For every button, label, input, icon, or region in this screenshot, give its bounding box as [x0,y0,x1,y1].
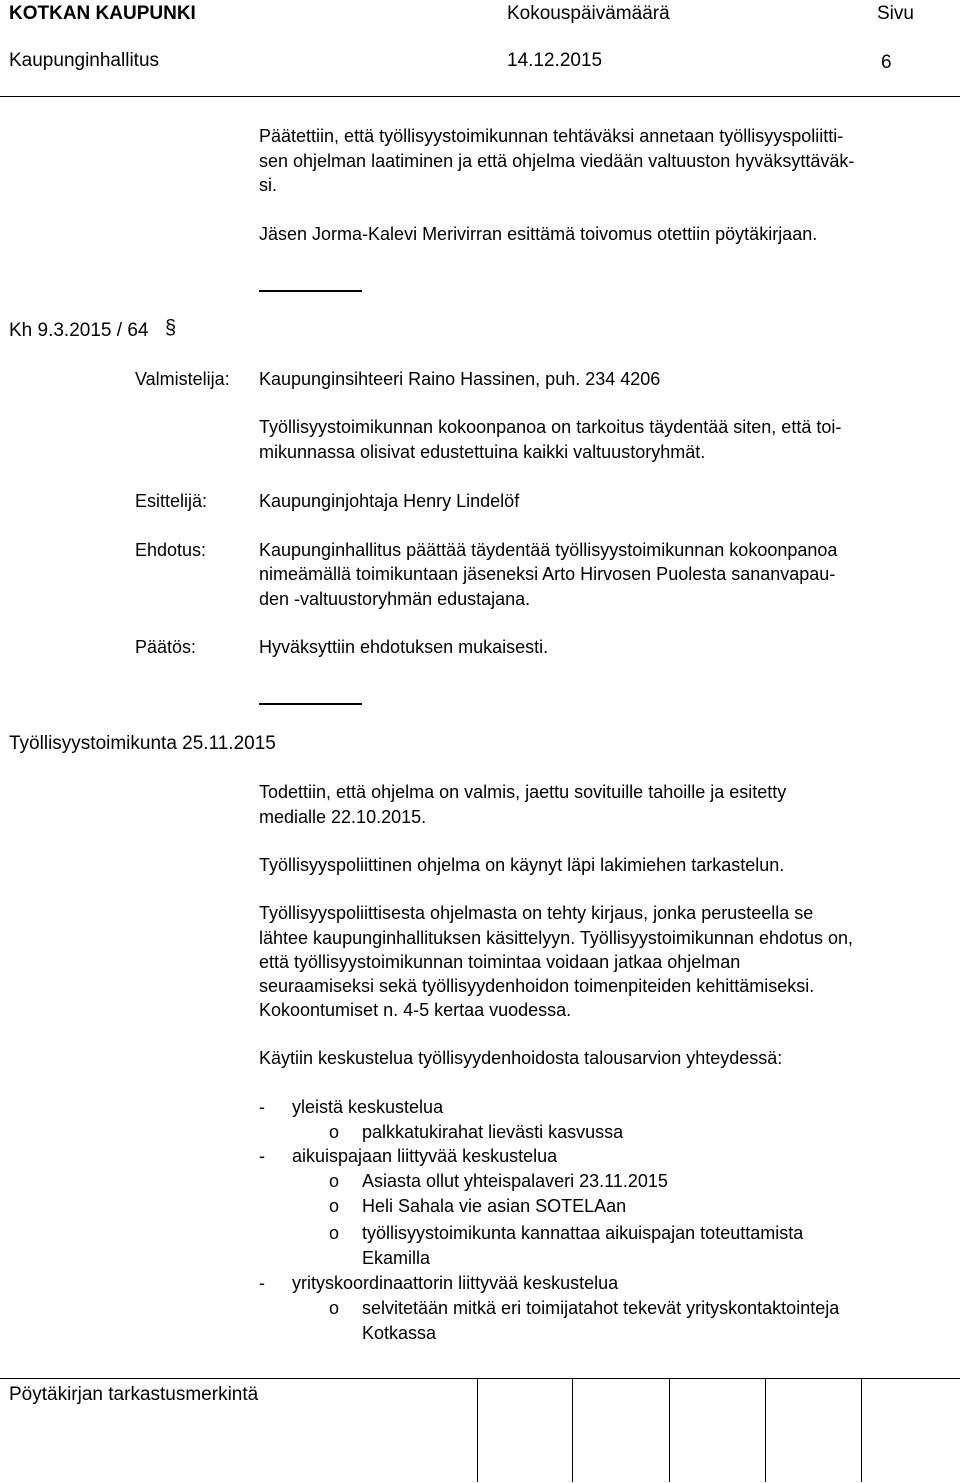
ty-para1-line: Todettiin, että ohjelma on valmis, jaettu sovituille tahoille ja esitetty [259,782,787,802]
kh-heading: Kh 9.3.2015 / 64 [9,320,149,341]
section-mark-icon: § [165,317,177,339]
sublist-item-continuation: Kotkassa [362,1323,437,1343]
sublist-item: Heli Sahala vie asian SOTELAan [362,1196,627,1216]
organization-name: KOTKAN KAUPUNKI [9,3,196,24]
footer-cell-divider [765,1378,766,1482]
ty-para3-line: lähtee kaupunginhallituksen käsittelyyn. Työllisyystoimikunnan ehdotus on, [259,928,854,948]
decision-value: Hyväksyttiin ehdotuksen mukaisesti. [259,637,549,657]
sublist-bullet: o [329,1298,340,1318]
list-item: yrityskoordinaattorin liittyvää keskustelua [292,1273,619,1293]
section-separator [259,290,362,292]
meeting-date-label: Kokouspäivämäärä [507,3,670,24]
kh-body-line: Työllisyystoimikunnan kokoonpanoa on tarkoitus täydentää siten, että toi- [259,417,842,437]
header-divider [0,96,960,97]
ty-para3-line: seuraamiseksi sekä työllisyydenhoidon toimenpiteiden kehittämiseksi. [259,976,815,996]
proposal-label: Ehdotus: [135,540,207,560]
section-separator [259,703,362,705]
preparer-label: Valmistelija: [135,369,230,389]
intro-para1-line: sen ohjelman laatiminen ja että ohjelma viedään valtuuston hyväksyttäväk- [259,151,855,171]
footer-cell-divider [477,1378,478,1482]
sublist-bullet: o [329,1122,340,1142]
sublist-item: työllisyystoimikunta kannattaa aikuispajan toteuttamista [362,1223,804,1243]
ty-para1-line: medialle 22.10.2015. [259,807,427,827]
footer-label: Pöytäkirjan tarkastusmerkintä [9,1384,259,1405]
list-bullet-dash: - [259,1146,265,1166]
proposal-line: nimeämällä toimikuntaan jäseneksi Arto Hirvosen Puolesta sananvapau- [259,564,836,584]
footer-cell-divider [861,1378,862,1482]
ty-para3-line: että työllisyystoimikunnan toimintaa voidaan jatkaa ohjelman [259,952,741,972]
sublist-bullet: o [329,1171,340,1191]
body-name: Kaupunginhallitus [9,50,160,71]
ty-para2: Työllisyyspoliittinen ohjelma on käynyt läpi lakimiehen tarkastelun. [259,855,785,875]
sublist-item: palkkatukirahat lievästi kasvussa [362,1122,624,1142]
footer-cell-divider [669,1378,670,1482]
sublist-item: Asiasta ollut yhteispalaveri 23.11.2015 [362,1171,668,1191]
page-number: 6 [881,52,892,73]
preparer-value: Kaupunginsihteeri Raino Hassinen, puh. 234 4206 [259,369,661,389]
page-label: Sivu [877,3,914,24]
list-bullet-dash: - [259,1097,265,1117]
ty-para3-line: Kokoontumiset n. 4-5 kertaa vuodessa. [259,1000,572,1020]
list-item: aikuispajaan liittyvää keskustelua [292,1146,558,1166]
meeting-date: 14.12.2015 [507,50,603,71]
ty-para4: Käytiin keskustelua työllisyydenhoidosta talousarvion yhteydessä: [259,1048,783,1068]
sublist-item-continuation: Ekamilla [362,1248,431,1268]
footer-cell-divider [572,1378,573,1482]
list-bullet-dash: - [259,1273,265,1293]
intro-para1-line: si. [259,175,277,195]
sublist-bullet: o [329,1196,340,1216]
sublist-item: selvitetään mitkä eri toimijatahot tekevät yrityskontaktointeja [362,1298,840,1318]
kh-body-line: mikunnassa olisivat edustettuina kaikki valtuustoryhmät. [259,442,706,462]
list-item: yleistä keskustelua [292,1097,444,1117]
sublist-bullet: o [329,1223,340,1243]
intro-para1-line: Päätettiin, että työllisyystoimikunnan tehtäväksi annetaan työllisyyspoliitti- [259,126,844,146]
decision-label: Päätös: [135,637,197,657]
proposal-line: Kaupunginhallitus päättää täydentää työllisyystoimikunnan kokoonpanoa [259,540,838,560]
proposal-line: den -valtuustoryhmän edustajana. [259,589,531,609]
ty-para3-line: Työllisyyspoliittisesta ohjelmasta on tehty kirjaus, jonka perusteella se [259,903,814,923]
presenter-value: Kaupunginjohtaja Henry Lindelöf [259,491,520,511]
intro-para2: Jäsen Jorma-Kalevi Merivirran esittämä toivomus otettiin pöytäkirjaan. [259,224,818,244]
presenter-label: Esittelijä: [135,491,208,511]
ty-heading: Työllisyystoimikunta 25.11.2015 [9,733,276,754]
